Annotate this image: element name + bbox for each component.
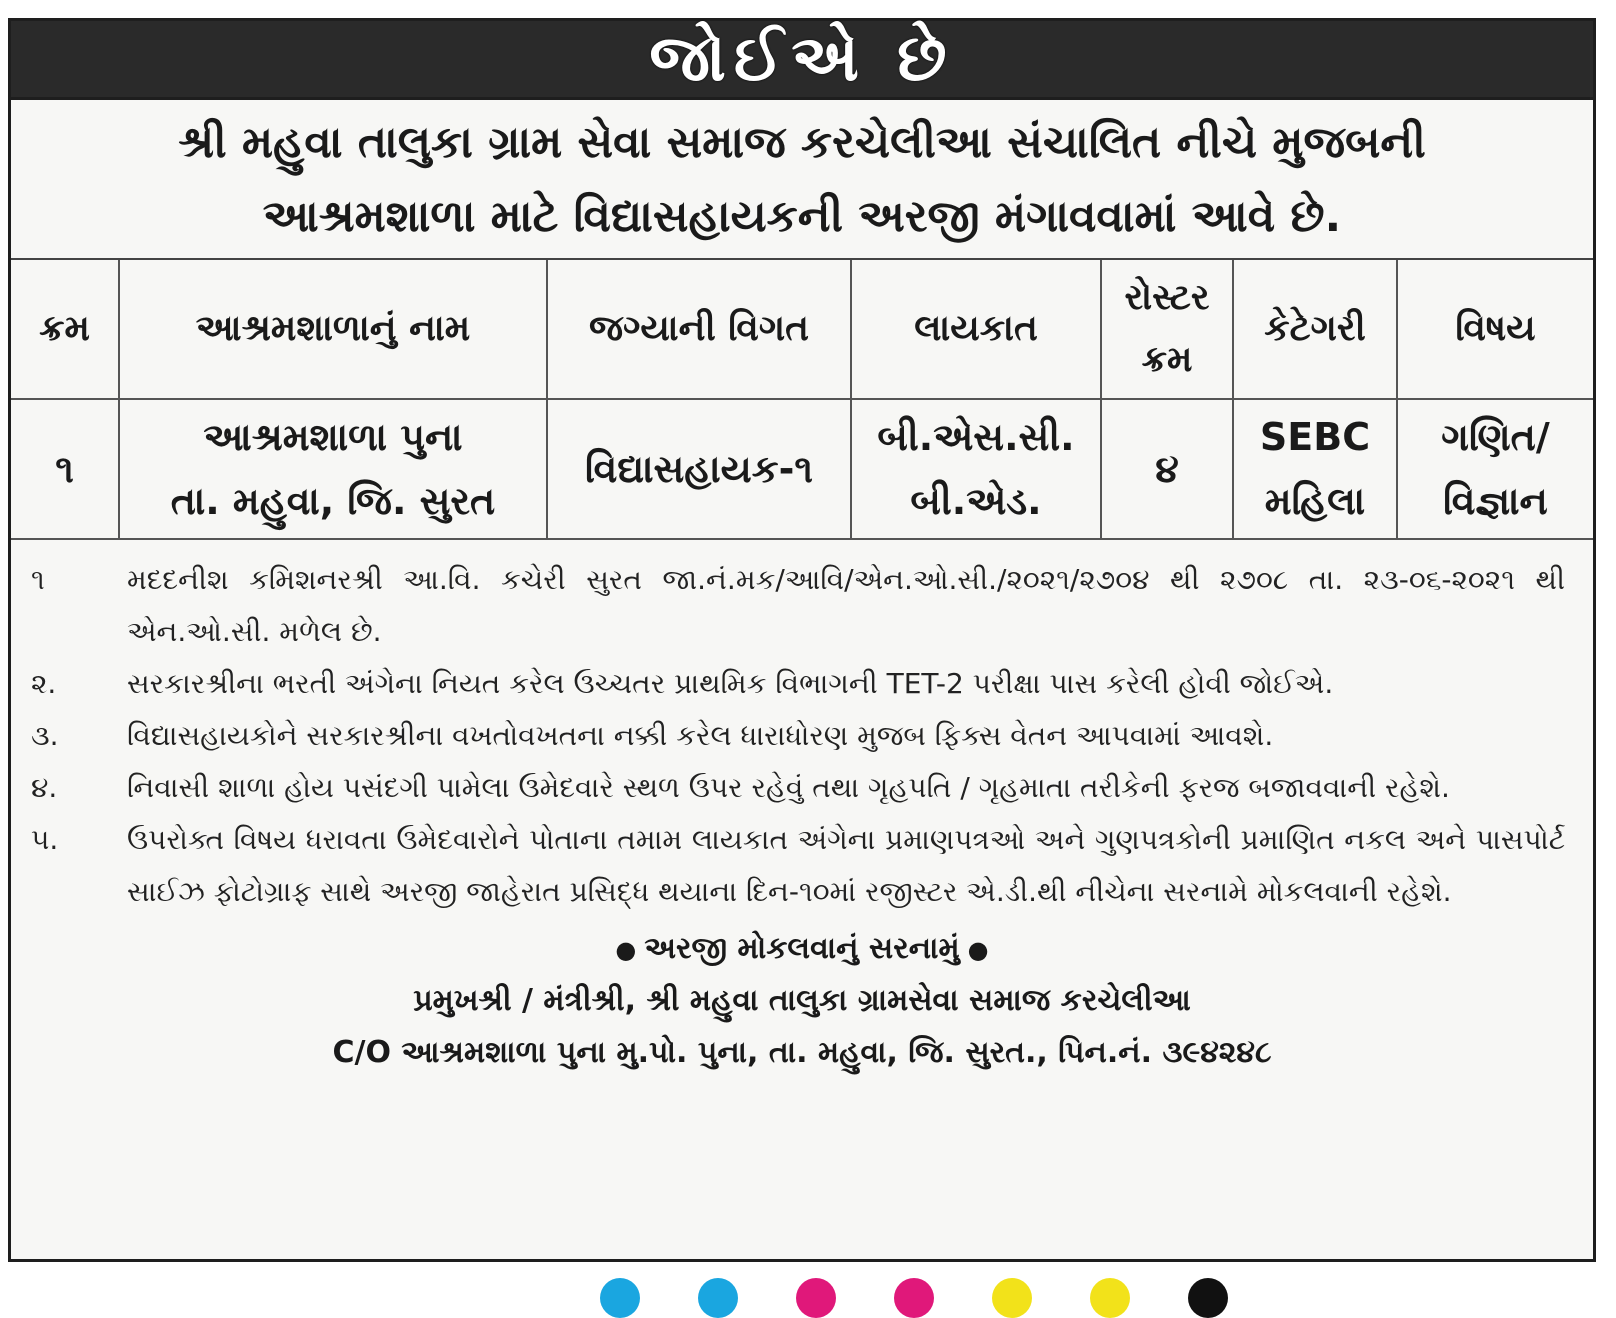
print-swatch [894,1278,934,1318]
banner-title: જોઈએ છે [649,22,955,96]
note-text: સરકારશ્રીના ભરતી અંગેના નિયત કરેલ ઉચ્ચતર પ્રાથમિક વિભાગની TET-2 પરીક્ષા પાસ કરેલી હોવી જોઈએ. [127,667,1334,700]
cell-qualification [851,399,1101,539]
cell-category [1233,399,1397,539]
cell-category-line-2: મહિલા [1264,479,1366,523]
print-swatch [796,1278,836,1318]
cell-roster: ૪ [1101,399,1233,539]
cell-category-line-1: SEBC [1259,415,1371,459]
cell-sr: ૧ [11,399,119,539]
list-item [31,658,1565,710]
cell-subject-line-2: વિજ્ઞાન [1443,479,1548,523]
note-text: ઉપરોક્ત વિષય ધરાવતા ઉમેદવારોને પોતાના તમામ લાયકાત અંગેના પ્રમાણપત્રઓ અને ગુણપત્રકોની પ્રમાણિત નકલ અને પાસપોર્ટ સાઈઝ ફોટોગ્રાફ સાથે અરજી જાહેરાત પ્રસિદ્ધ થયાના દિન-૧૦માં રજીસ્ટર એ.ડી.થી નીચેના સરનામે મોકલવાની રહેશે. [127,823,1565,908]
header-post: જગ્યાની વિગત [547,260,851,399]
terms-list [11,540,1593,918]
address-line-1: પ્રમુખશ્રી / મંત્રીશ્રી, શ્રી મહુવા તાલુકા ગ્રામસેવા સમાજ કરચેલીઆ [413,983,1191,1018]
table-header-row [11,260,1593,399]
note-number: ૨. [31,667,57,700]
header-subject: વિષય [1397,260,1593,399]
intro-text [11,100,1593,260]
print-swatch [992,1278,1032,1318]
cell-qualification-line-2: બી.એડ. [910,479,1042,523]
header-sr: ક્રમ [11,260,119,399]
vacancy-table [11,260,1593,540]
print-color-swatches [0,1268,1616,1288]
address-line-2: C/O આશ્રમશાળા પુના મુ.પો. પુના, તા. મહુવા, જિ. સુરત., પિન.નં. ૩૯૪૨૪૮ [332,1035,1272,1070]
note-number: ૩. [31,719,59,752]
banner [11,21,1593,100]
cell-qualification-line-1: બી.એસ.સી. [877,415,1075,459]
cell-school-line-2: તા. મહુવા, જિ. સુરત [170,479,496,523]
cell-school-line-1: આશ્રમશાળા પુના [203,415,463,459]
cell-school [119,399,547,539]
note-text: નિવાસી શાળા હોય પસંદગી પામેલા ઉમેદવારે સ્થળ ઉપર રહેવું તથા ગૃહપતિ / ગૃહમાતા તરીકેની ફરજ બજાવવાની રહેશે. [127,771,1450,804]
print-swatch [1090,1278,1130,1318]
note-text: વિદ્યાસહાયકોને સરકારશ્રીના વખતોવખતના નક્કી કરેલ ધારાધોરણ મુજબ ફિક્સ વેતન આપવામાં આવશે. [127,719,1274,752]
intro-line-2: આશ્રમશાળા માટે વિદ્યાસહાયકની અરજી મંગાવવામાં આવે છે. [262,191,1342,242]
header-qualification: લાયકાત [851,260,1101,399]
list-item [31,814,1565,918]
address-heading [11,924,1593,975]
address-block [11,924,1593,1079]
table-row [11,399,1593,539]
header-school: આશ્રમશાળાનું નામ [119,260,547,399]
cell-post: વિદ્યાસહાયક-૧ [547,399,851,539]
cell-subject-line-1: ગણિત/ [1441,415,1550,459]
print-swatch [600,1278,640,1318]
note-number: ૪. [31,771,58,804]
address-heading-text: અરજી મોકલવાનું સરનામું [644,931,960,966]
list-item [31,710,1565,762]
intro-line-1: શ્રી મહુવા તાલુકા ગ્રામ સેવા સમાજ કરચેલીઆ સંચાલિત નીચે મુજબની [178,117,1426,168]
print-swatch [698,1278,738,1318]
job-advertisement [8,18,1596,1262]
print-swatch [1188,1278,1228,1318]
note-number: ૫. [31,823,59,856]
bullet-icon: ● [615,936,637,964]
list-item [31,762,1565,814]
header-roster: રોસ્ટર ક્રમ [1101,260,1233,399]
cell-subject [1397,399,1593,539]
bullet-icon: ● [967,936,989,964]
header-category: કેટેગરી [1233,260,1397,399]
note-number: ૧ [31,563,45,596]
list-item [31,554,1565,658]
note-text: મદદનીશ કમિશનરશ્રી આ.વિ. કચેરી સુરત જા.નં.મક/આવિ/એન.ઓ.સી./૨૦૨૧/૨૭૦૪ થી ૨૭૦૮ તા. ૨૩-૦૬-૨૦૨૧ થી એન.ઓ.સી. મળેલ છે. [127,563,1565,648]
